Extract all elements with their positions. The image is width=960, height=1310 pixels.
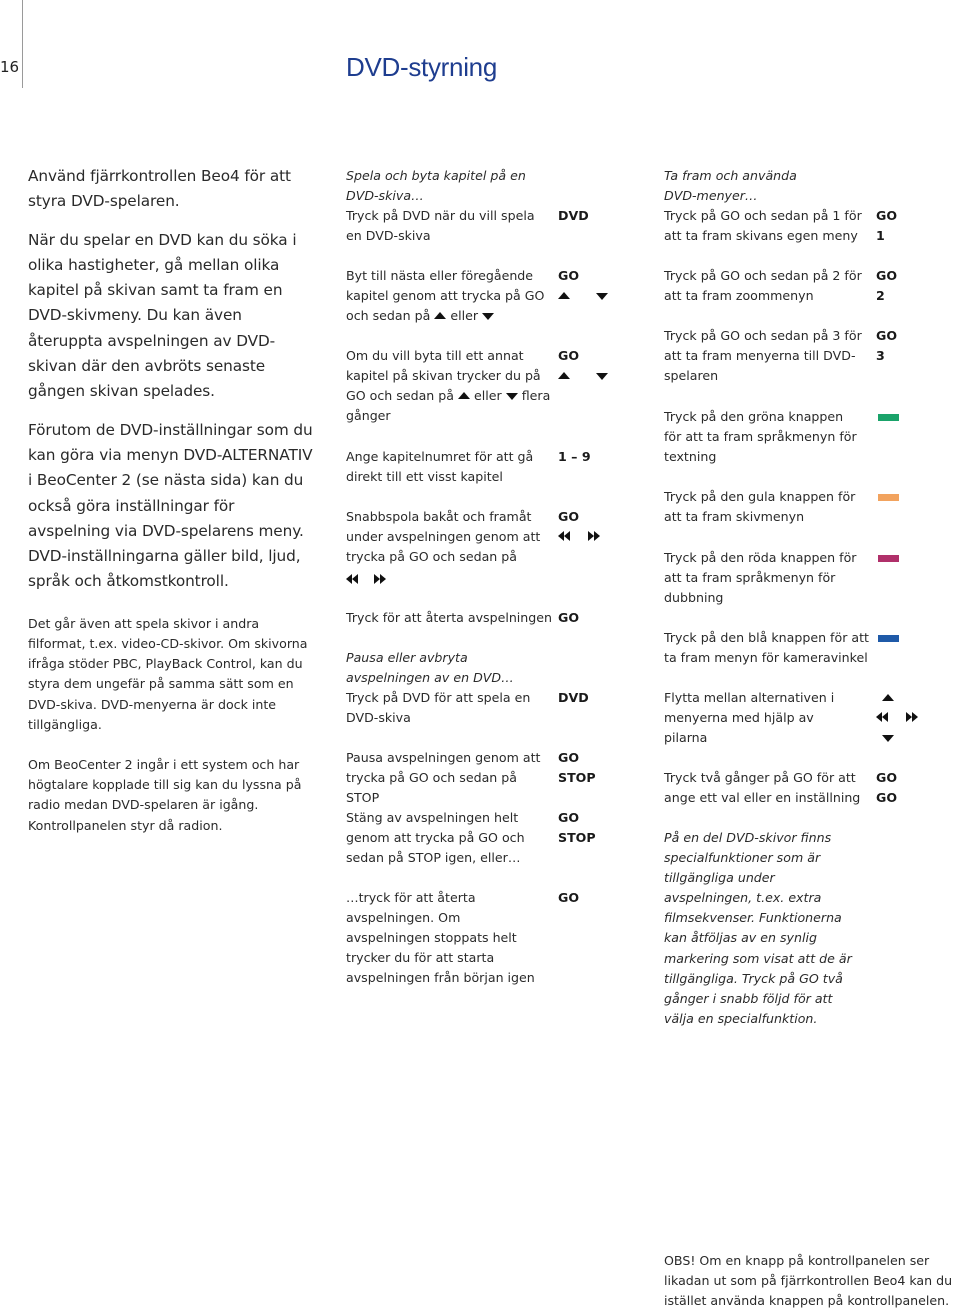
obs-note: OBS! Om en knapp på kontrollpanelen ser likadan ut som på fjärrkontrollen Beo4 kan du istället använda knappen på kontrollpanelen. bbox=[664, 1253, 953, 1309]
green-button-icon bbox=[878, 414, 899, 421]
go-key: GO bbox=[558, 610, 580, 625]
arrow-down-icon bbox=[882, 735, 894, 742]
go-key: GO bbox=[558, 810, 580, 825]
instruction-line-3c: flera bbox=[521, 388, 551, 404]
instruction-text: Flytta mellan alternativen i menyerna med hjälp av pilarna bbox=[664, 690, 835, 746]
margin-rule bbox=[22, 0, 23, 88]
fast-forward-icon bbox=[588, 527, 600, 547]
play-heading-line-2: DVD-skiva… bbox=[346, 188, 424, 204]
arrow-keys bbox=[558, 366, 608, 386]
go-key: GO bbox=[558, 890, 580, 905]
go-key: GO bbox=[558, 750, 580, 765]
instruction-restart bbox=[346, 888, 656, 988]
instruction-line-3 bbox=[346, 386, 656, 406]
instruction-line-3b: eller bbox=[450, 308, 479, 324]
instruction-line-1: Byt till nästa eller föregående bbox=[346, 268, 534, 283]
instruction-other-chapter bbox=[346, 346, 656, 426]
menu-instruction-yellow bbox=[664, 487, 960, 527]
go-key: GO bbox=[558, 348, 580, 363]
instruction-line-3a: och sedan på bbox=[346, 308, 431, 324]
intro-paragraph-2: När du spelar en DVD kan du söka i olika hastigheter, gå mellan olika kapitel på skivan samt ta fram en DVD-skivmeny. Du kan även återuppta avspelningen av DVD-skivan där den avbröts senaste gången skivan spelades. bbox=[28, 230, 297, 401]
stop-key: STOP bbox=[558, 770, 596, 785]
pause-heading-line-1: Pausa eller avbryta bbox=[346, 650, 468, 665]
arrow-down-key bbox=[882, 728, 894, 748]
arrow-down-icon bbox=[596, 373, 608, 380]
intro-paragraph-5: Om BeoCenter 2 ingår i ett system och har högtalare kopplade till sig kan du lyssna på radio medan DVD-spelaren är igång. Kontrollpanelen styr då radion. bbox=[28, 756, 302, 833]
stop-key: STOP bbox=[558, 830, 596, 845]
rewind-icon bbox=[876, 708, 888, 728]
instruction-pause bbox=[346, 748, 656, 808]
dvd-key: DVD bbox=[558, 690, 589, 705]
menu-instruction-green bbox=[664, 407, 960, 467]
instruction-text: Stäng av avspelningen helt genom att trycka på GO och sedan på STOP igen, eller… bbox=[346, 810, 525, 866]
red-button-icon bbox=[878, 555, 899, 562]
go-key: GO bbox=[558, 509, 580, 524]
instruction-text: Tryck på den röda knappen för att ta fram språkmenyn för dubbning bbox=[664, 550, 857, 606]
instruction-text: Tryck på DVD för att spela en DVD-skiva bbox=[346, 690, 531, 726]
yellow-button-icon bbox=[878, 494, 899, 501]
menu-instruction-red bbox=[664, 548, 960, 608]
rewind-icon bbox=[558, 527, 570, 547]
instruction-text: Tryck på DVD när du vill spela en DVD-skiva bbox=[346, 208, 535, 244]
instruction-text: Ange kapitelnumret för att gå direkt till ett visst kapitel bbox=[346, 449, 534, 485]
fast-forward-icon bbox=[374, 570, 386, 590]
go-key: GO bbox=[558, 268, 580, 283]
play-heading bbox=[346, 166, 656, 206]
menus-heading-line-1: Ta fram och använda bbox=[664, 168, 797, 183]
intro-paragraph-1: Använd fjärrkontrollen Beo4 för att styra DVD-spelaren. bbox=[28, 167, 291, 211]
menu-instruction-arrows bbox=[664, 688, 960, 748]
arrow-up-key bbox=[882, 688, 894, 708]
arrow-up-icon bbox=[434, 312, 446, 319]
instruction-line-1: Om du vill byta till ett annat bbox=[346, 348, 524, 363]
go-key: GO bbox=[876, 770, 898, 785]
number-1-key: 1 bbox=[876, 228, 885, 243]
arrow-down-icon bbox=[596, 293, 608, 300]
menus-heading-line-2: DVD-menyer… bbox=[664, 188, 758, 204]
instruction-text: Snabbspola bakåt och framåt under avspelningen genom att trycka på GO och sedan på bbox=[346, 509, 541, 565]
pause-heading-line-2: avspelningen av en DVD… bbox=[346, 670, 514, 686]
dvd-key: DVD bbox=[558, 208, 589, 223]
instruction-line-3 bbox=[346, 306, 656, 326]
instruction-play-dvd bbox=[346, 206, 656, 246]
blue-button-icon bbox=[878, 635, 899, 642]
arrow-left-right-keys bbox=[876, 708, 918, 729]
rewind-icon bbox=[346, 570, 358, 590]
instruction-text: Pausa avspelningen genom att trycka på GO och sedan på STOP bbox=[346, 750, 541, 806]
wind-keys bbox=[558, 527, 600, 548]
menu-instruction-blue bbox=[664, 628, 960, 668]
instruction-stop bbox=[346, 808, 656, 868]
arrow-down-icon bbox=[482, 313, 494, 320]
instruction-chapter-number bbox=[346, 447, 656, 487]
intro-paragraph-4: Det går även att spela skivor i andra filformat, t.ex. video-CD-skivor. Om skivorna ifråga stöder PBC, PlayBack Control, kan du styra dem ungefär på samma sätt som en DVD-skiva. DVD-menyerna är dock inte tillgängliga. bbox=[28, 615, 308, 732]
menu-instruction-player-menus bbox=[664, 326, 960, 386]
intro-paragraph-3: Förutom de DVD-inställningar som du kan göra via menyn DVD-ALTERNATIV i BeoCenter 2 (se nästa sida) kan du också göra inställningar för avspelning via DVD-spelarens meny. DVD-inställningarna gäller bild, ljud, språk och åtkomstkontroll. bbox=[28, 420, 313, 591]
instruction-text: Tryck på GO och sedan på 3 för att ta fram menyerna till DVD-spelaren bbox=[664, 328, 862, 384]
fast-forward-icon bbox=[906, 708, 918, 728]
menu-instruction-zoom bbox=[664, 266, 960, 306]
instruction-line-2: kapitel genom att trycka på GO bbox=[346, 288, 545, 304]
instruction-play-dvd-2 bbox=[346, 688, 656, 728]
arrow-keys bbox=[558, 286, 608, 306]
intro-column bbox=[28, 164, 318, 836]
go-key: GO bbox=[876, 268, 898, 283]
instruction-text: Tryck två gånger på GO för att ange ett val eller en inställning bbox=[664, 770, 861, 806]
arrow-up-icon bbox=[558, 292, 570, 299]
play-heading-line-1: Spela och byta kapitel på en bbox=[346, 168, 526, 183]
instruction-line-4: gånger bbox=[346, 408, 391, 424]
instruction-line-3b: eller bbox=[474, 388, 502, 404]
instruction-text: …tryck för att återta avspelningen. Om avspelningen stoppats helt trycker du för att starta avspelningen från början igen bbox=[346, 890, 535, 986]
instruction-wind bbox=[346, 507, 656, 590]
number-3-key: 3 bbox=[876, 348, 885, 363]
go-key: GO bbox=[876, 790, 898, 805]
arrow-down-icon bbox=[506, 393, 518, 400]
wind-arrows bbox=[346, 569, 656, 590]
instruction-next-chapter bbox=[346, 266, 656, 326]
menu-instruction-disc-menu bbox=[664, 206, 960, 246]
instruction-text: Tryck på GO och sedan på 2 för att ta fram zoommenyn bbox=[664, 268, 862, 304]
go-key: GO bbox=[876, 328, 898, 343]
instruction-text: Tryck på den gröna knappen för att ta fram språkmenyn för textning bbox=[664, 409, 857, 465]
arrow-up-icon bbox=[558, 372, 570, 379]
pause-heading bbox=[346, 648, 656, 688]
special-functions-note: På en del DVD-skivor finns specialfunktioner som är tillgängliga under avspelningen, t.ex. extra filmsekvenser. Funktionerna kan åtföljas av en synlig markering som visat att de är tillgängliga. Tryck på GO två gånger i snabb följd för att välja en specialfunktion. bbox=[664, 830, 852, 1026]
number-keys: 1 – 9 bbox=[558, 449, 591, 464]
number-2-key: 2 bbox=[876, 288, 885, 303]
menu-instruction-select bbox=[664, 768, 960, 808]
instruction-text: Tryck på GO och sedan på 1 för att ta fram skivans egen meny bbox=[664, 208, 862, 244]
page-number: 16 bbox=[0, 58, 20, 76]
instruction-text: Tryck för att återta avspelningen bbox=[346, 610, 553, 625]
page-title: DVD-styrning bbox=[346, 52, 497, 82]
instruction-line-3a: GO och sedan på bbox=[346, 388, 455, 404]
go-key: GO bbox=[876, 208, 898, 223]
instruction-text: Tryck på den gula knappen för att ta fram skivmenyn bbox=[664, 489, 856, 525]
instruction-resume bbox=[346, 608, 656, 628]
menus-heading bbox=[664, 166, 960, 206]
arrow-up-icon bbox=[882, 694, 894, 701]
arrow-up-icon bbox=[458, 392, 470, 399]
instruction-text: Tryck på den blå knappen för att ta fram menyn för kameravinkel bbox=[664, 630, 869, 666]
instruction-line-2: kapitel på skivan trycker du på bbox=[346, 368, 541, 384]
